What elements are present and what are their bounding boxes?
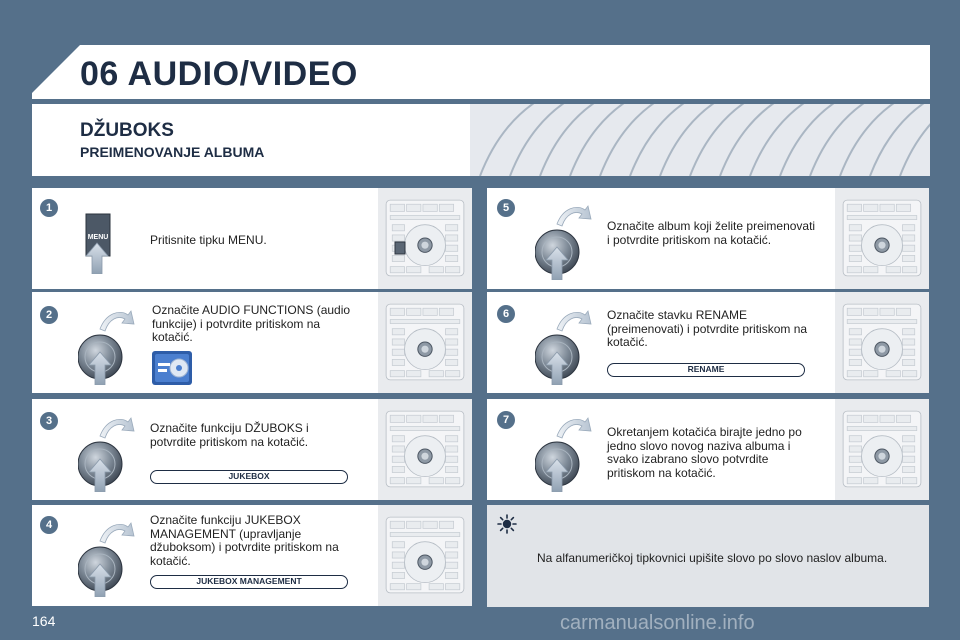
step-6-text: Označite stavku RENAME (preimenovati) i potvrdite pritiskom na kotačić. [607, 308, 808, 349]
rotary-dial-icon [535, 412, 595, 492]
chapter-title: AUDIO/VIDEO [127, 55, 358, 93]
sun-tip-icon [497, 514, 517, 534]
jukebox-management-menu-item: JUKEBOX MANAGEMENT [150, 575, 348, 589]
step-4-image [378, 505, 472, 606]
watermark: carmanualsonline.info [560, 612, 755, 634]
step-7-image [835, 399, 929, 500]
rotary-dial-icon [78, 412, 138, 492]
step-6-image [835, 292, 929, 393]
step-3-image [378, 399, 472, 500]
step-4-text: Označite funkciju JUKEBOX MANAGEMENT (upravljanje džuboksom) i potvrdite pritiskom na kotačić. [150, 513, 339, 568]
step-4-badge: 4 [40, 516, 58, 534]
control-panel-icon [835, 399, 929, 500]
step-3-badge: 3 [40, 412, 58, 430]
control-panel-icon [835, 188, 929, 289]
control-panel-icon [378, 505, 472, 606]
step-3-text: Označite funkciju DŽUBOKS i potvrdite pritiskom na kotačić. [150, 421, 309, 449]
step-5-image [835, 188, 929, 289]
step-6-badge: 6 [497, 305, 515, 323]
page-title [80, 55, 358, 94]
decorative-stripes [470, 104, 930, 176]
step-5-badge: 5 [497, 199, 515, 217]
menu-key-label: MENU [87, 234, 109, 241]
control-panel-icon [378, 188, 472, 289]
step-5-text: Označite album koji želite preimenovati i potvrdite pritiskom na kotačić. [607, 219, 816, 247]
step-1-image [378, 188, 472, 289]
control-panel-icon [378, 399, 472, 500]
page-number: 164 [32, 613, 56, 629]
step-2-text: Označite AUDIO FUNCTIONS (audio funkcije) i potvrdite pritiskom na kotačić. [152, 303, 351, 344]
rotary-dial-icon [535, 305, 595, 385]
rotary-dial-icon [78, 305, 138, 385]
rename-menu-item: RENAME [607, 363, 805, 377]
step-1-badge: 1 [40, 199, 58, 217]
step-2-image [378, 292, 472, 393]
rotary-dial-icon [535, 200, 595, 280]
tip-text: Na alfanumeričkoj tipkovnici upišite slovo po slovo naslov albuma. [537, 551, 888, 565]
step-1-text: Pritisnite tipku MENU. [150, 233, 267, 247]
jukebox-menu-item: JUKEBOX [150, 470, 348, 484]
section-subtitle: PREIMENOVANJE ALBUMA [80, 144, 265, 160]
rotary-dial-icon [78, 517, 138, 597]
step-7-text: Okretanjem kotačića birajte jedno po jedno slovo novog naziva albuma i svako izabrano slovo potvrdite pritiskom na kotačić. [607, 425, 802, 480]
step-7-badge: 7 [497, 411, 515, 429]
step-2-badge: 2 [40, 306, 58, 324]
control-panel-icon [835, 292, 929, 393]
menu-key-icon [80, 212, 114, 274]
section-title: DŽUBOKS [80, 120, 174, 141]
control-panel-icon [378, 292, 472, 393]
chapter-number: 06 [80, 55, 119, 93]
audio-functions-icon [152, 351, 192, 385]
